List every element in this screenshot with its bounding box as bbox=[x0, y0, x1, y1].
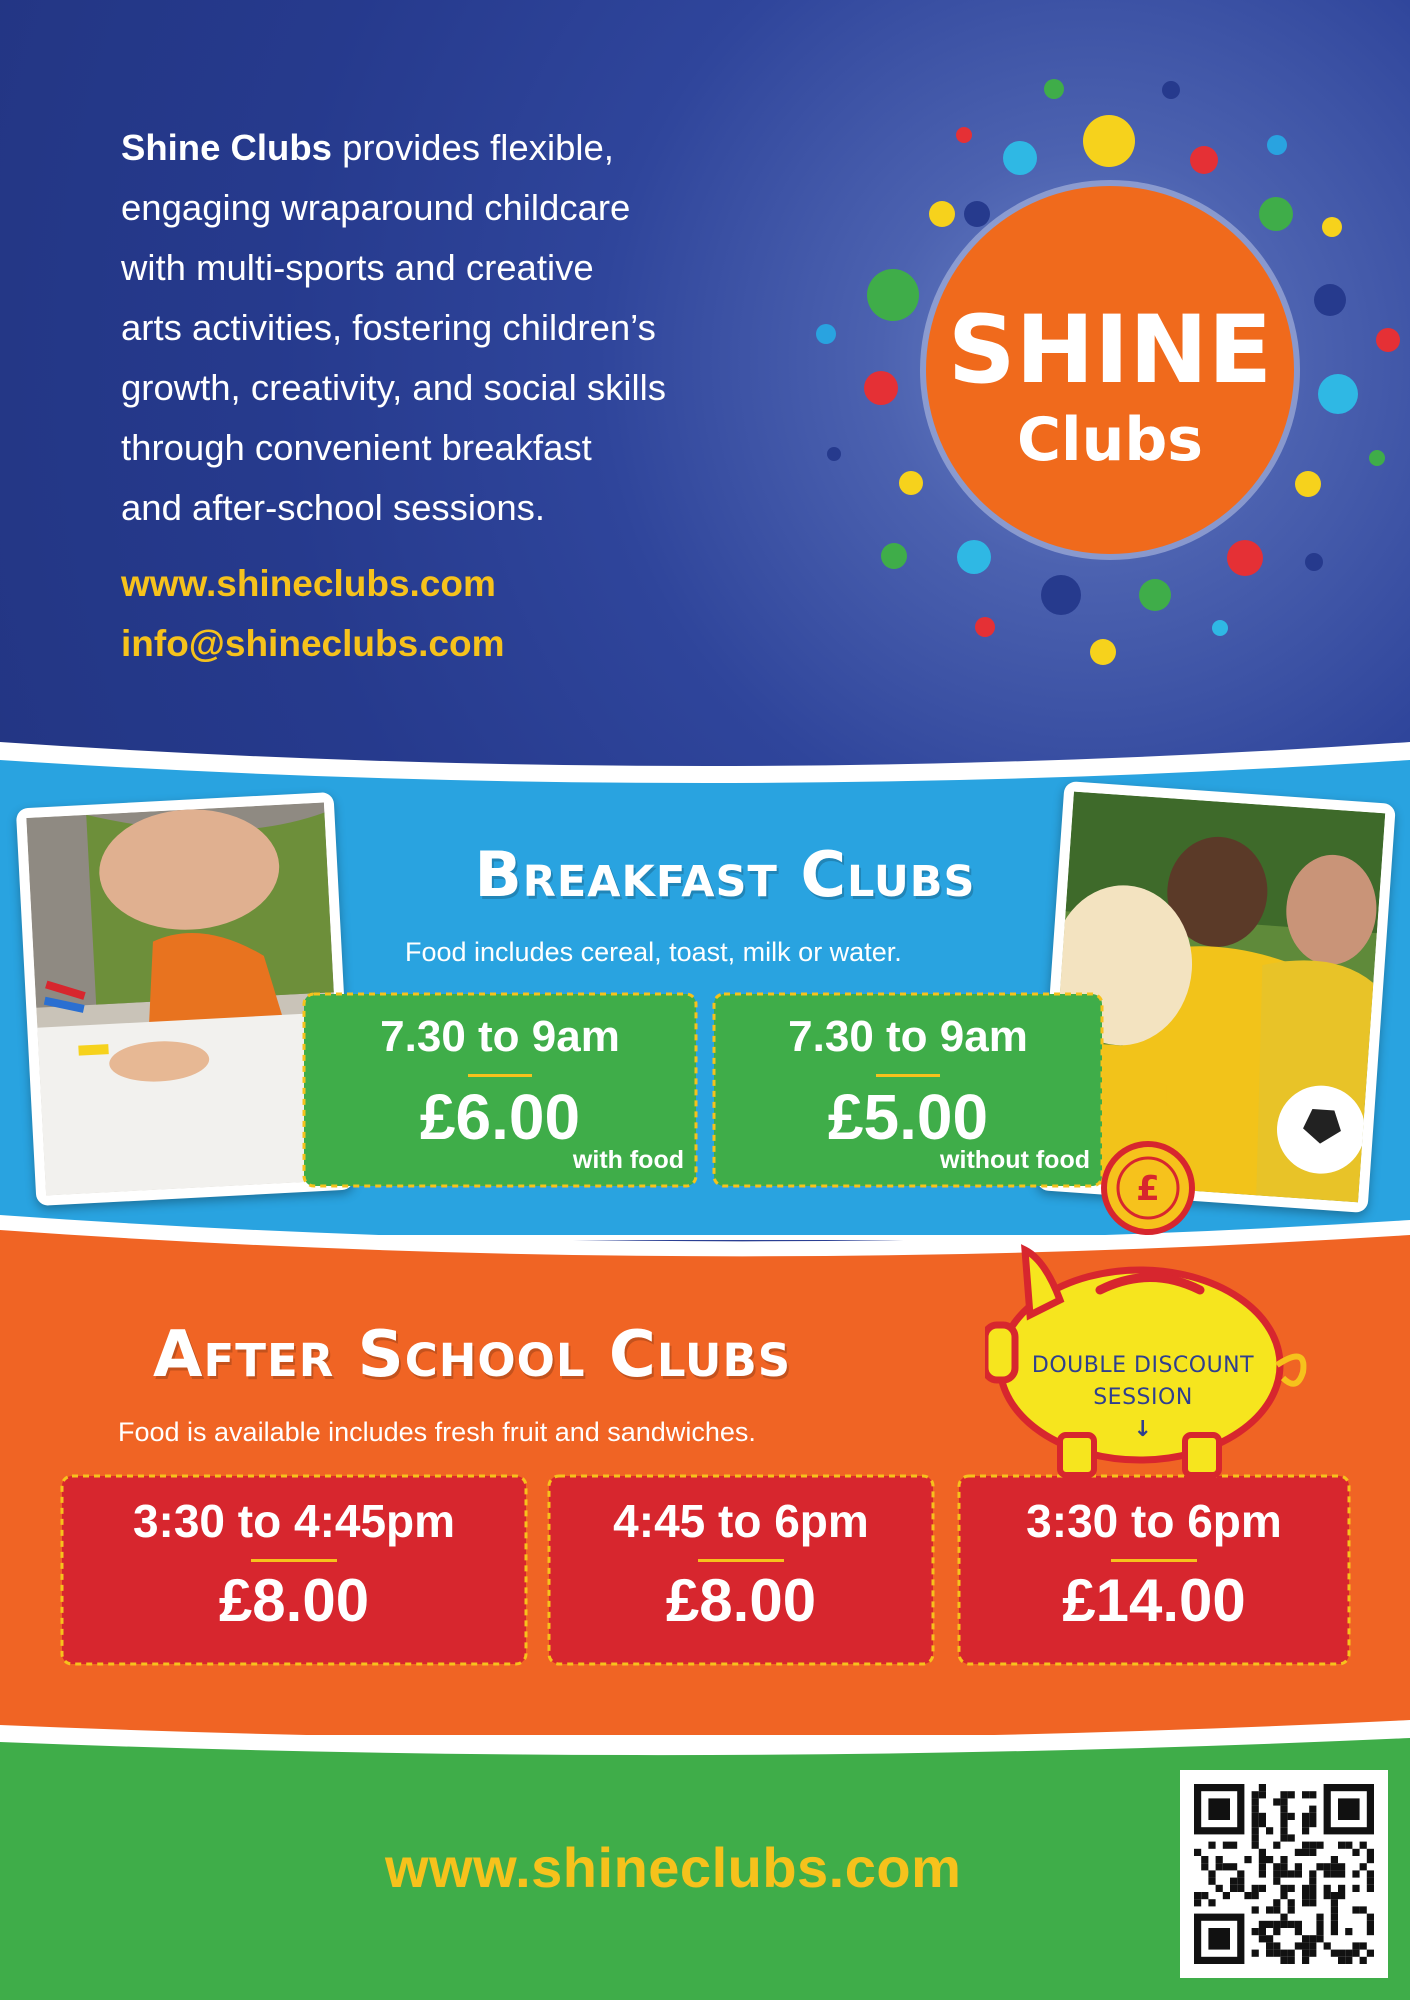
after-school-option-double bbox=[955, 1472, 1353, 1668]
breakfast-price: £5.00 bbox=[827, 1081, 989, 1153]
brand-name: Shine Clubs bbox=[121, 127, 332, 168]
intro-text: Shine Clubs provides flexible, engaging wraparound childcare with multi-sports and creative arts activities, fostering children’s growth, creativity, and social skills through convenient breakfast and after-school sessions. bbox=[121, 127, 666, 528]
breakfast-clubs-title: Breakfast Clubs bbox=[474, 838, 976, 911]
coin-symbol: £ bbox=[1136, 1169, 1160, 1209]
session-price: £14.00 bbox=[1062, 1567, 1246, 1634]
ticket-divider bbox=[1111, 1559, 1197, 1562]
logo-word-clubs: Clubs bbox=[1017, 405, 1203, 475]
breakfast-food-note: Food includes cereal, toast, milk or water. bbox=[405, 937, 902, 967]
breakfast-price-note: without food bbox=[940, 1146, 1090, 1174]
promo-line-1: DOUBLE DISCOUNT bbox=[1031, 1353, 1255, 1378]
after-school-clubs-title: After School Clubs bbox=[153, 1318, 792, 1392]
breakfast-time: 7.30 to 9am bbox=[788, 1012, 1028, 1061]
footer-website-link[interactable]: www.shineclubs.com bbox=[385, 1836, 962, 1899]
session-time: 3:30 to 6pm bbox=[1026, 1495, 1282, 1547]
promo-line-2: SESSION bbox=[1093, 1385, 1193, 1410]
logo-word-shine: SHINE bbox=[947, 296, 1273, 405]
ticket-divider bbox=[251, 1559, 337, 1562]
arrow-down-icon: ↓ bbox=[1133, 1417, 1153, 1442]
breakfast-price: £6.00 bbox=[419, 1081, 581, 1153]
email-link[interactable]: info@shineclubs.com bbox=[121, 623, 505, 664]
ticket-divider bbox=[468, 1074, 532, 1077]
session-price: £8.00 bbox=[665, 1567, 817, 1634]
session-time: 4:45 to 6pm bbox=[613, 1495, 869, 1547]
qr-code[interactable] bbox=[1180, 1770, 1388, 1978]
session-price: £8.00 bbox=[218, 1567, 370, 1634]
after-school-option-early bbox=[58, 1472, 530, 1668]
breakfast-option-with-food bbox=[300, 990, 700, 1190]
after-school-option-late bbox=[545, 1472, 937, 1668]
breakfast-time: 7.30 to 9am bbox=[380, 1012, 620, 1061]
ticket-divider bbox=[698, 1559, 784, 1562]
after-school-food-note: Food is available includes fresh fruit and sandwiches. bbox=[118, 1417, 756, 1447]
breakfast-price-note: with food bbox=[572, 1146, 684, 1174]
double-discount-badge bbox=[1028, 1350, 1258, 1446]
ticket-divider bbox=[876, 1074, 940, 1077]
session-time: 3:30 to 4:45pm bbox=[132, 1495, 456, 1547]
website-link[interactable]: www.shineclubs.com bbox=[121, 563, 496, 604]
